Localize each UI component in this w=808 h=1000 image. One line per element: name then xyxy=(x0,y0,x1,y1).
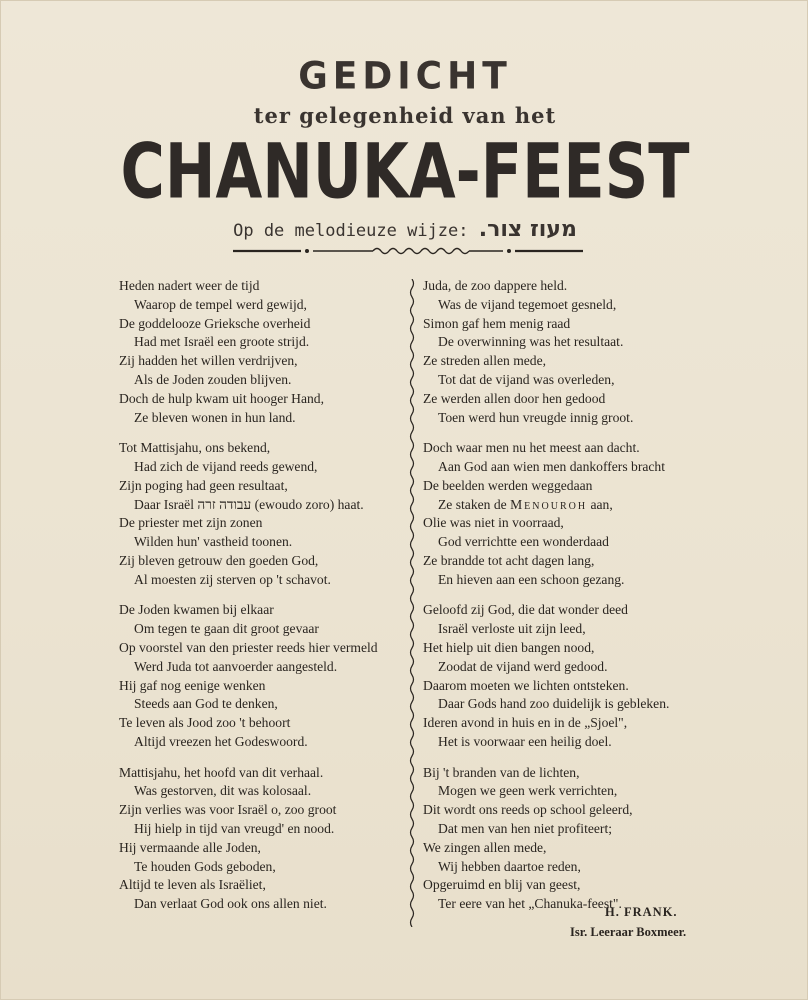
poem-line: Tot dat de vijand was overleden, xyxy=(438,371,615,387)
poem-line: Te leven als Jood zoo 't behoort xyxy=(119,715,291,731)
poem-line: De overwinning was het resultaat. xyxy=(438,334,624,350)
poem-line: Ter eere van het „Chanuka-feest". xyxy=(438,896,622,912)
poem-line: Zij bleven getrouw den goeden God, xyxy=(119,552,319,568)
poem-line: Wij hebben daartoe reden, xyxy=(438,858,581,874)
poem-line: Als de Joden zouden blijven. xyxy=(134,371,292,387)
melody-hebrew: מעוז צור. xyxy=(478,217,577,242)
poem-line: Doch de hulp kwam uit hooger Hand, xyxy=(119,390,324,406)
poem-line: De beelden werden weggedaan xyxy=(423,477,593,493)
poem-line: Zijn poging had geen resultaat, xyxy=(119,477,288,493)
stanza xyxy=(119,277,409,427)
poem-line: Was de vijand tegemoet gesneld, xyxy=(438,296,617,312)
poem-line: We zingen allen mede, xyxy=(423,839,547,855)
poem-line: Ze brandde tot acht dagen lang, xyxy=(423,552,595,568)
poem-line: Het hielp uit dien bangen nood, xyxy=(423,639,595,655)
stanza xyxy=(119,439,409,589)
poem-line: Dan verlaat God ook ons allen niet. xyxy=(134,896,327,912)
poem-line: Bij 't branden van de lichten, xyxy=(423,764,580,780)
right-column xyxy=(413,277,713,926)
stanza xyxy=(413,601,713,751)
poem-line: Ze streden allen mede, xyxy=(423,353,547,369)
author-role: Isr. Leeraar Boxmeer. xyxy=(570,925,687,939)
poem-line: Zijn verlies was voor Israël o, zoo groot xyxy=(119,802,337,818)
poem-line: Daarom moeten we lichten ontsteken. xyxy=(423,677,629,693)
poem-line: Op voorstel van den priester reeds hier vermeld xyxy=(119,639,378,655)
poem-line: Ze staken de Menouroh aan, xyxy=(438,496,613,512)
poem-line: Altijd te leven als Israëliet, xyxy=(119,877,266,893)
poem-line: Steeds aan God te denken, xyxy=(134,696,278,712)
poem-line: En hieven aan een schoon gezang. xyxy=(438,571,625,587)
ornament-divider xyxy=(233,245,583,257)
poem-line: Wilden hun' vastheid toonen. xyxy=(134,534,293,550)
poem-line: Dit wordt ons reeds op school geleerd, xyxy=(423,802,633,818)
stanza xyxy=(413,439,713,589)
poem-line: Simon gaf hem menig raad xyxy=(423,315,571,331)
melody-line xyxy=(1,217,808,242)
poem-line: Aan God aan wien men dankoffers bracht xyxy=(438,458,665,474)
poem-line: Heden nadert weer de tijd xyxy=(119,278,260,293)
poem-line: Het is voorwaar een heilig doel. xyxy=(438,733,612,749)
title-gedicht: GEDICHT xyxy=(298,54,512,99)
poem-line: Doch waar men nu het meest aan dacht. xyxy=(423,440,640,456)
poem-line: Hij vermaande alle Joden, xyxy=(119,839,261,855)
stanza xyxy=(119,764,409,914)
poem-line: Had zich de vijand reeds gewend, xyxy=(134,458,318,474)
poem-line: Ze bleven wonen in hun land. xyxy=(134,409,296,425)
poem-line: Om tegen te gaan dit groot gevaar xyxy=(134,621,319,637)
poem-line: De Joden kwamen bij elkaar xyxy=(119,602,274,618)
poem-line: Ze werden allen door hen gedood xyxy=(423,390,606,406)
poem-line: Daar Gods hand zoo duidelijk is gebleken. xyxy=(438,696,670,712)
stanza xyxy=(413,764,713,914)
left-column xyxy=(119,277,409,926)
poem-line: Zoodat de vijand werd gedood. xyxy=(438,658,608,674)
poem-line: Werd Juda tot aanvoerder aangesteld. xyxy=(134,658,338,674)
poem-line: Dat men van hen niet profiteert; xyxy=(438,820,613,836)
poem-line: Altijd vreezen het Godeswoord. xyxy=(134,733,308,749)
poem-line: Juda, de zoo dappere held. xyxy=(423,278,568,293)
poem-line: Had met Israël een groote strijd. xyxy=(134,334,310,350)
title-chanuka-feest: CHANUKA-FEEST xyxy=(120,126,690,216)
melody-prefix: Op de melodieuze wijze: xyxy=(233,221,469,241)
poem-line: Mogen we geen werk verrichten, xyxy=(438,783,618,799)
title-subtitle: ter gelegenheid van het xyxy=(253,103,557,128)
poem-line: De priester met zijn zonen xyxy=(119,515,263,531)
poem-line: Zij hadden het willen verdrijven, xyxy=(119,353,298,369)
poem-line: Waarop de tempel werd gewijd, xyxy=(134,296,307,312)
poem-line: Tot Mattisjahu, ons bekend, xyxy=(119,440,271,456)
poem-line: Ideren avond in huis en in de „Sjoel", xyxy=(423,715,628,731)
stanza xyxy=(119,601,409,751)
poem-line: Mattisjahu, het hoofd van dit verhaal. xyxy=(119,764,324,780)
poem-line: Israël verloste uit zijn leed, xyxy=(438,621,586,637)
poem-line: Daar Israël עבודה זרה (ewoudo zoro) haat. xyxy=(134,496,364,512)
poem-line: Olie was niet in voorraad, xyxy=(423,515,564,531)
poem-line: Toen werd hun vreugde innig groot. xyxy=(438,409,634,425)
poem-line: Al moesten zij sterven op 't schavot. xyxy=(134,571,331,587)
poem-line: De goddelooze Grieksche overheid xyxy=(119,315,311,331)
poem-line: Opgeruimd en blij van geest, xyxy=(423,877,581,893)
poem-line: Hij gaf nog eenige wenken xyxy=(119,677,266,693)
poem-line: Was gestorven, dit was kolosaal. xyxy=(134,783,312,799)
poem-line: Hij hielp in tijd van vreugd' en nood. xyxy=(134,820,335,836)
author-name: H. FRANK. xyxy=(605,905,678,919)
poem-line: Te houden Gods geboden, xyxy=(134,858,276,874)
poem-line: Geloofd zij God, die dat wonder deed xyxy=(423,602,628,618)
poem-line: God verrichtte een wonderdaad xyxy=(438,534,609,550)
stanza xyxy=(413,277,713,427)
